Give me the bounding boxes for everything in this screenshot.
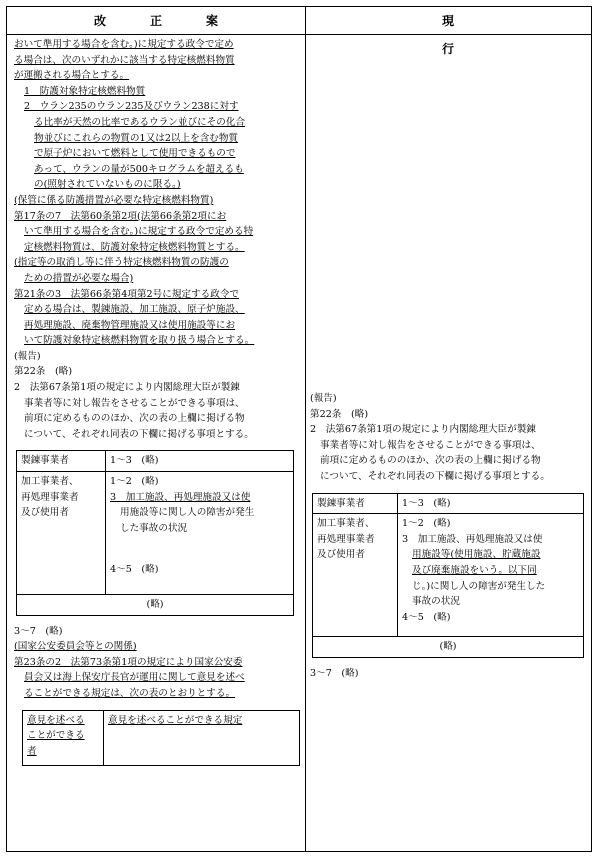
table-cell: 加工事業者、 再処理事業者 及び使用者 (17, 472, 106, 595)
article-22: 第22条 (略) (14, 366, 73, 378)
table-cell: 1～2 (略) 3 加工施設、再処理施設又は使 用施設等に関し人の障害が発生 した事故の状況 4～5 (略) (106, 472, 294, 595)
header-revision-label: 改正案 (7, 7, 305, 35)
table-cell: 意見を述べる ことができる 者 (23, 710, 104, 765)
text-line: 前項に定めるもののほか、次の表の上欄に掲げる物 (24, 413, 245, 425)
report-table (16, 450, 294, 615)
text-line: 員会又は海上保安庁長官が運用に関して意見を述べ (24, 672, 245, 684)
text-line: 2 ウラン235のウラン235及びウラン238に対す (24, 101, 239, 113)
section-heading: (報告) (14, 350, 41, 362)
text-line: る比率が天然の比率であるウラン並びにその化合 (34, 116, 246, 128)
section-heading: (指定等の取消し等に伴う特定核燃料物質の防護の (14, 257, 229, 269)
text-line: 3～7 (略) (14, 625, 63, 637)
text-line: 再処理施設、廃棄物管理施設又は使用施設等にお (24, 319, 236, 331)
table-footer: (略) (17, 595, 294, 616)
text-line: 第17条の7 法第60条第2項(法第66条第2項にお (14, 210, 227, 222)
text-line: あって、ウランの量が500キログラムを超えるも (34, 163, 244, 175)
report-table (312, 493, 584, 658)
revision-column (14, 37, 299, 766)
table-cell: 加工事業者、 再処理事業者 及び使用者 (313, 514, 398, 637)
text-line: について、それぞれ同表の下欄に掲げる事項とする。 (24, 428, 254, 440)
text-line: いて防護対象特定核燃料物質を取り扱う場合とする。 (24, 335, 255, 347)
header-current-label: 現行 (305, 7, 591, 35)
text-line: 事業者等に対し報告をさせることができる事項は、 (320, 439, 541, 451)
text-line: 前項に定めるもののほか、次の表の上欄に掲げる物 (320, 455, 541, 467)
table-cell: 製錬事業者 (313, 493, 398, 514)
section-heading: (報告) (310, 393, 337, 404)
text-line: る場合は、次のいずれかに該当する特定核燃料物質 (14, 54, 235, 66)
table-cell: 意見を述べることができる規定 (104, 710, 300, 765)
text-line: について、それぞれ同表の下欄に掲げる事項とする。 (320, 470, 550, 482)
comparison-table-page (6, 6, 592, 852)
table-cell: 1～3 (略) (398, 493, 584, 514)
text-line: で原子炉において燃料として使用できるもので (34, 148, 236, 160)
text-line: いて準用する場合を含む。)に規定する政令で定める特 (24, 226, 254, 238)
item-1: 1 防護対象特定核燃料物質 (24, 85, 146, 97)
opinion-table (22, 710, 300, 766)
section-heading: (国家公安委員会等との関係) (14, 641, 137, 653)
text-line: 3～7 (略) (310, 667, 359, 679)
text-line: 物並びにこれらの物質の1又は2以上を含む物質 (34, 132, 239, 144)
text-line: 定核燃料物質は、防護対象特定核燃料物質とする。 (24, 241, 245, 253)
text-line: 事業者等に対し報告をさせることができる事項は、 (24, 397, 245, 409)
current-column (310, 391, 588, 681)
text-line: おいて準用する場合を含む。)に規定する政令で定め (14, 39, 234, 50)
text-line: の(照射されていないものに限る。) (34, 179, 181, 191)
table-cell: 1～3 (略) (106, 451, 294, 472)
section-heading: (保管に係る防護措置が必要な特定核燃料物質) (14, 194, 214, 206)
table-footer: (略) (313, 637, 584, 658)
text-line: 2 法第67条第1項の規定により内閣総理大臣が製錬 (310, 424, 536, 436)
column-divider (305, 7, 306, 851)
table-cell: 製錬事業者 (17, 451, 106, 472)
text-line: 第21条の3 法第66条第4項第2号に規定する政令で (14, 288, 240, 300)
table-cell: 1～2 (略) 3 加工施設、再処理施設又は使 用施設等(使用施設、貯蔵施設 及び廃棄施設をいう。以下同 じ。)に関し人の障害が発生した 事故の状況 4～5 (略) (398, 514, 584, 637)
text-line: 第23条の2 法第73条第1項の規定により国家公安委 (14, 656, 243, 668)
article-22: 第22条 (略) (310, 408, 369, 420)
text-line: ることができる規定は、次の表のとおりとする。 (24, 688, 236, 699)
section-heading: ための措置が必要な場合) (24, 272, 134, 284)
text-line: 定める場合は、製錬施設、加工施設、原子炉施設、 (24, 304, 245, 316)
text-line: 2 法第67条第1項の規定により内閣総理大臣が製錬 (14, 382, 240, 394)
text-line: が運搬される場合とする。 (14, 70, 130, 82)
